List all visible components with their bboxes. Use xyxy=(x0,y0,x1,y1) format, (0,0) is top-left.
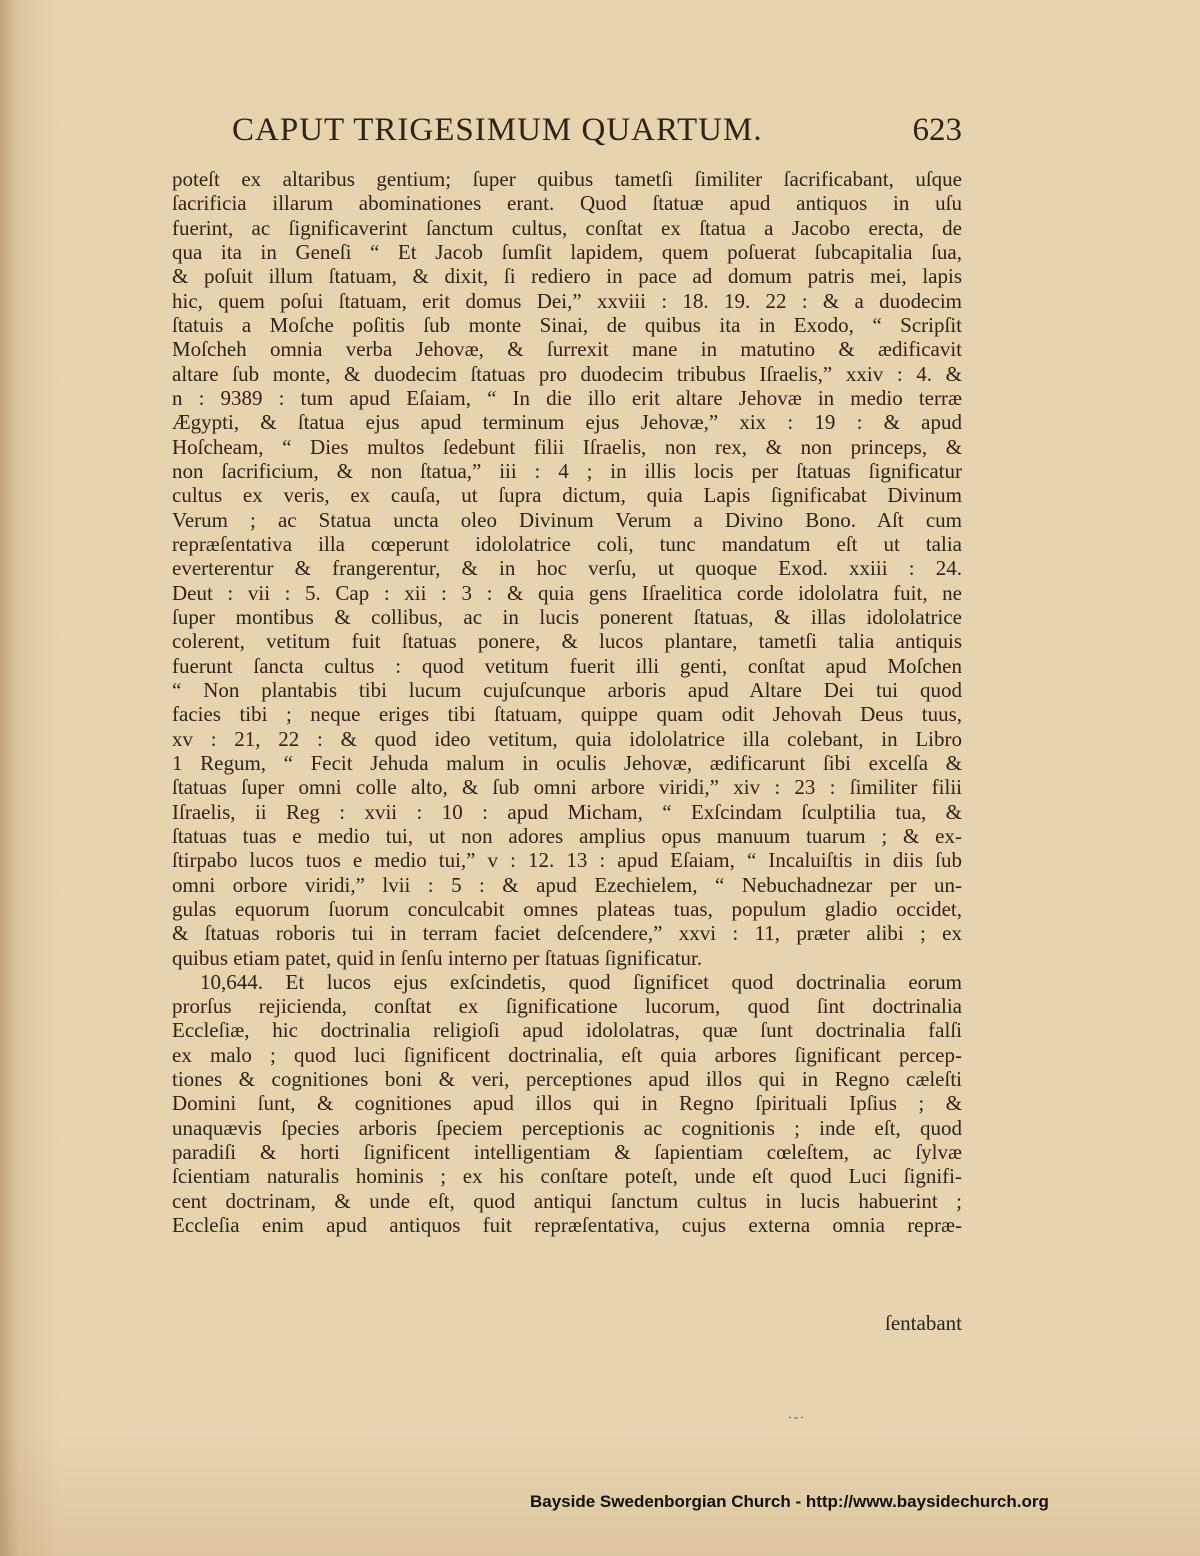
catchword: ſentabant xyxy=(885,1311,962,1335)
text-line: non ſacrificium, & non ſtatua,” iii : 4 ; in illis locis per ſtatuas ſignificatur xyxy=(172,458,962,483)
text-line: & poſuit illum ſtatuam, & dixit, ſi rediero in pace ad domum patris mei, lapis xyxy=(172,264,962,289)
text-line: colerent, vetitum fuit ſtatuas ponere, & lucos plantare, tametſi talia antiquis xyxy=(172,629,962,654)
text-line: qua ita in Geneſi “ Et Jacob ſumſit lapidem, quem poſuerat ſubcapitalia ſua, xyxy=(172,239,962,264)
text-line: n : 9389 : tum apud Eſaiam, “ In die illo erit altare Jehovæ in medio terræ xyxy=(172,385,962,410)
text-line: 10,644. Et lucos ejus exſcindetis, quod ſignificet quod doctrinalia eorum xyxy=(200,969,962,994)
text-line: 1 Regum, “ Fecit Jehuda malum in oculis Jehovæ, ædificarunt ſibi excelſa & xyxy=(172,750,962,775)
text-line: cent doctrinam, & unde eſt, quod antiqui ſanctum cultus in lucis habuerint ; xyxy=(172,1188,962,1213)
text-line: ſacrificia illarum abominationes erant. Quod ſtatuæ apud antiquos in uſu xyxy=(172,191,962,216)
text-line: Deut : vii : 5. Cap : xii : 3 : & quia gens Iſraelitica corde idololatra fuit, ne xyxy=(172,580,962,605)
text-line: fuerint, ac ſignificaverint ſanctum cultus, conſtat ex ſtatua a Jacobo erecta, de xyxy=(172,215,962,240)
text-line: Domini ſunt, & cognitiones apud illos qui in Regno ſpirituali Ipſius ; & xyxy=(172,1091,962,1116)
text-line: Ægypti, & ſtatua ejus apud terminum ejus Jehovæ,” xix : 19 : & apud xyxy=(172,410,962,435)
text-line: hic, quem poſui ſtatuam, erit domus Dei,” xxviii : 18. 19. 22 : & a duodecim xyxy=(172,288,962,313)
text-line: xv : 21, 22 : & quod ideo vetitum, quia idololatrice illa colebant, in Libro xyxy=(172,726,962,751)
text-line: Eccleſia enim apud antiquos fuit repræſentativa, cujus externa omnia repræ- xyxy=(172,1213,962,1238)
text-line: everterentur & frangerentur, & in hoc verſu, ut quoque Exod. xxiii : 24. xyxy=(172,556,962,581)
text-line: gulas equorum ſuorum conculcabit omnes plateas tuas, populum gladio occidet, xyxy=(172,896,962,921)
footer-credit: Bayside Swedenborgian Church - http://www.baysidechurch.org xyxy=(530,1492,1049,1511)
ink-smudge: ·-· xyxy=(788,1410,806,1424)
text-line: ſtatuis a Moſche poſitis ſub monte Sinai, de quibus ita in Exodo, “ Scripſit xyxy=(172,312,962,337)
text-line: altare ſub monte, & duodecim ſtatuas pro duodecim tribubus Iſraelis,” xxiv : 4. & xyxy=(172,361,962,386)
page-number: 623 xyxy=(912,112,962,148)
text-line: ſtatuas ſuper omni colle alto, & ſub omni arbore viridi,” xiv : 23 : ſimiliter filii xyxy=(172,775,962,800)
text-line: “ Non plantabis tibi lucum cujuſcunque arboris apud Altare Dei tui quod xyxy=(172,677,962,702)
text-line: Eccleſiæ, hic doctrinalia religioſi apud idololatras, quæ ſunt doctrinalia falſi xyxy=(172,1018,962,1043)
text-line: prorſus rejicienda, conſtat ex ſignificatione lucorum, quod ſint doctrinalia xyxy=(172,994,962,1019)
text-line: quibus etiam patet, quid in ſenſu interno per ſtatuas ſignificatur. xyxy=(172,945,703,970)
page-header xyxy=(232,112,962,156)
text-line: poteſt ex altaribus gentium; ſuper quibus tametſi ſimiliter ſacrificabant, uſque xyxy=(172,167,962,191)
text-line: ſtirpabo lucos tuos e medio tui,” v : 12. 13 : apud Eſaiam, “ Incaluiſtis in diis ſub xyxy=(172,848,962,873)
text-line: cultus ex veris, ex cauſa, ut ſupra dictum, quia Lapis ſignificabat Divinum xyxy=(172,483,962,508)
text-line: & ſtatuas roboris tui in terram faciet deſcendere,” xxvi : 11, præter alibi ; ex xyxy=(172,921,962,946)
text-line: facies tibi ; neque eriges tibi ſtatuam, quippe quam odit Jehovah Deus tuus, xyxy=(172,702,962,727)
text-line: Moſcheh omnia verba Jehovæ, & ſurrexit mane in matutino & ædificavit xyxy=(172,337,962,362)
text-line: fuerunt ſancta cultus : quod vetitum fuerit illi genti, conſtat apud Moſchen xyxy=(172,653,962,678)
text-line: paradiſi & horti ſignificent intelligentiam & ſapientiam cœleſtem, ac ſylvæ xyxy=(172,1140,962,1165)
text-line: ex malo ; quod luci ſignificent doctrinalia, eſt quia arbores ſignificant percep- xyxy=(172,1042,962,1067)
text-line: ſcientiam naturalis hominis ; ex his conſtare poteſt, unde eſt quod Luci ſignifi- xyxy=(172,1164,962,1189)
text-line: ſuper montibus & collibus, ac in lucis ponerent ſtatuas, & illas idololatrice xyxy=(172,604,962,629)
text-line: omni orbore viridi,” lvii : 5 : & apud Ezechielem, “ Nebuchadnezar per un- xyxy=(172,872,962,897)
text-line: tiones & cognitiones boni & veri, perceptiones apud illos qui in Regno cæleſti xyxy=(172,1067,962,1092)
text-line: Verum ; ac Statua uncta oleo Divinum Verum a Divino Bono. Aſt cum xyxy=(172,507,962,532)
text-line: Iſraelis, ii Reg : xvii : 10 : apud Micham, “ Exſcindam ſculptilia tua, & xyxy=(172,799,962,824)
text-line: ſtatuas tuas e medio tui, ut non adores amplius opus manuum tuarum ; & ex- xyxy=(172,823,962,848)
text-line: repræſentativa illa cœperunt idololatrice coli, tunc mandatum eſt ut talia xyxy=(172,531,962,556)
text-line: Hoſcheam, “ Dies multos ſedebunt filii Iſraelis, non rex, & non princeps, & xyxy=(172,434,962,459)
running-title: CAPUT TRIGESIMUM QUARTUM. xyxy=(232,112,763,148)
body-text xyxy=(172,167,962,1237)
text-line: unaquævis ſpecies arboris ſpeciem perceptionis ac cognitionis ; inde eſt, quod xyxy=(172,1115,962,1140)
